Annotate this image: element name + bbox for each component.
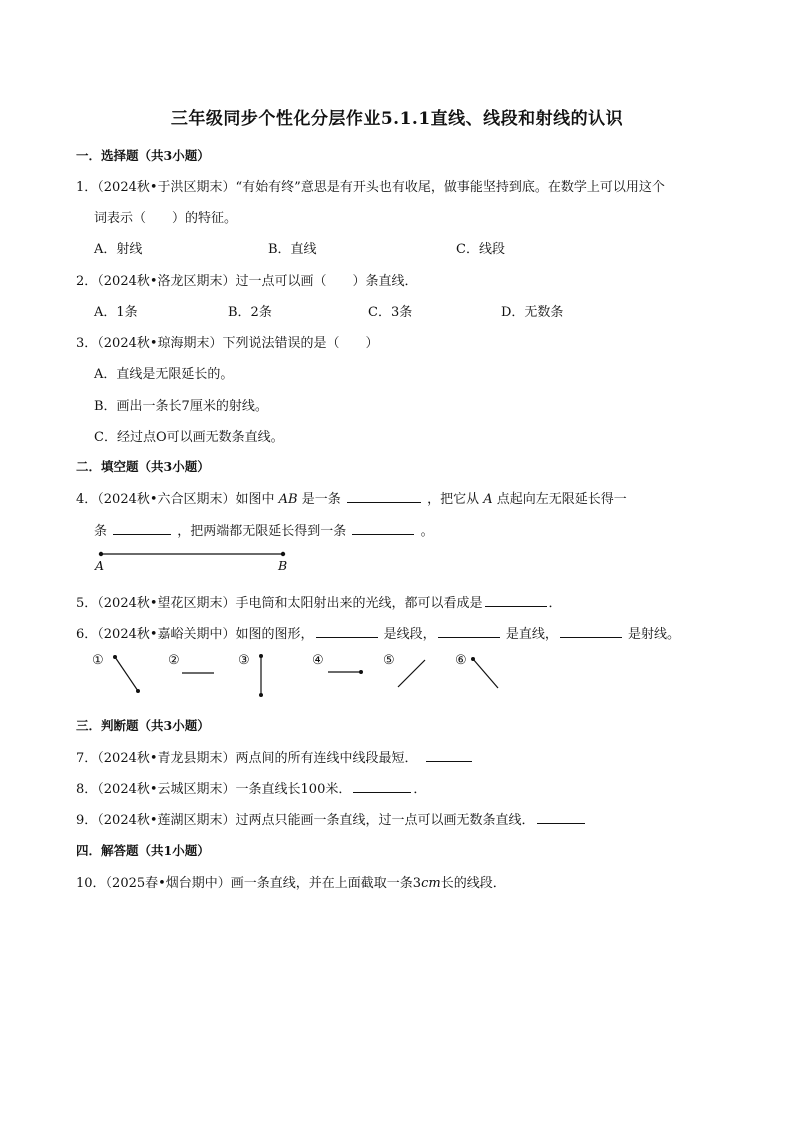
question-1-option-b: B．直线 — [268, 242, 317, 257]
q4-text-d: 点起向左无限延长得一 — [496, 492, 627, 507]
q6-text-3: 是直线， — [505, 627, 558, 642]
q7-text: 7．（2024秋•青龙县期末）两点间的所有连线中线段最短． — [76, 751, 418, 766]
figure-number-4: ④ — [312, 653, 324, 668]
q4-text-c: ，把它从 — [427, 492, 480, 507]
q4-text-e: 条 — [94, 524, 108, 539]
q8-blank[interactable] — [353, 791, 411, 793]
segment-ab-figure — [99, 552, 285, 556]
q4-var-a: A — [483, 492, 493, 507]
question-3-option-a: A．直线是无限延长的。 — [94, 367, 234, 382]
section-heading-choice: 一．选择题（共3小题） — [76, 148, 210, 163]
figure-1-segment — [113, 655, 140, 693]
q4-text-b: 是一条 — [301, 492, 341, 507]
figure-number-3: ③ — [238, 653, 250, 668]
question-1-option-a: A．射线 — [94, 242, 143, 257]
q8-end: ． — [413, 782, 427, 797]
q6-blank-1[interactable] — [316, 636, 378, 638]
q9-blank[interactable] — [537, 822, 585, 824]
question-6 — [76, 623, 680, 642]
q4-text-g: 。 — [420, 524, 434, 539]
q5-text: 5．（2024秋•望花区期末）手电筒和太阳射出来的光线，都可以看成是 — [76, 596, 483, 611]
page-title: 三年级同步个性化分层作业5.1.1直线、线段和射线的认识 — [170, 109, 624, 129]
q6-text-4: 是射线。 — [627, 627, 680, 642]
q10-unit: cm — [421, 876, 441, 891]
q4-text-a: 4．（2024秋•六合区期末）如图中 — [76, 492, 275, 507]
q8-text: 8．（2024秋•云城区期末）一条直线长100米． — [76, 782, 352, 797]
q6-text-2: 是线段， — [383, 627, 436, 642]
question-5 — [76, 592, 562, 611]
figure-6-ray — [471, 657, 498, 688]
q6-text-1: 6．（2024秋•嘉峪关期中）如图的图形， — [76, 627, 314, 642]
figure-number-6: ⑥ — [455, 653, 467, 668]
question-2-option-d: D．无数条 — [501, 305, 564, 320]
question-9 — [76, 809, 587, 828]
question-1-line2: 词表示（ ）的特征。 — [94, 211, 238, 226]
question-3-option-b: B．画出一条长7厘米的射线。 — [94, 399, 268, 414]
q6-blank-2[interactable] — [438, 636, 500, 638]
question-1-line1: 1．（2024秋•于洪区期末）“有始有终”意思是有开头也有收尾，做事能坚持到底。在数学上可以用这个 — [76, 180, 665, 195]
figure-5-line — [398, 660, 425, 687]
q5-blank[interactable] — [485, 605, 547, 607]
q5-end: ． — [548, 596, 562, 611]
figure-number-5: ⑤ — [383, 653, 395, 668]
q4-text-f: ，把两端都无限延长得到一条 — [177, 524, 347, 539]
q9-text: 9．（2024秋•莲湖区期末）过两点只能画一条直线，过一点可以画无数条直线． — [76, 813, 535, 828]
question-8 — [76, 778, 426, 797]
question-3-option-c: C．经过点O可以画无数条直线。 — [94, 430, 284, 445]
q10-text-b: 长的线段． — [440, 876, 506, 891]
point-label-a: A — [95, 558, 105, 573]
question-2-option-a: A．1条 — [94, 305, 138, 320]
question-3: 3．（2024秋•琼海期末）下列说法错误的是（ ） — [76, 336, 379, 351]
q6-blank-3[interactable] — [560, 636, 622, 638]
q10-text-a: 10．（2025春•烟台期中）画一条直线，并在上面截取一条3 — [76, 876, 422, 891]
q4-var-ab: AB — [278, 492, 298, 507]
figure-number-2: ② — [168, 653, 180, 668]
figure-4-ray — [328, 670, 363, 674]
question-2-option-c: C．3条 — [368, 305, 413, 320]
q7-blank[interactable] — [426, 760, 472, 762]
question-7 — [76, 747, 474, 766]
point-label-b: B — [278, 558, 288, 573]
section-heading-answer: 四．解答题（共1小题） — [76, 843, 210, 858]
question-10 — [76, 872, 506, 891]
question-2: 2．（2024秋•洛龙区期末）过一点可以画（ ）条直线． — [76, 274, 418, 289]
question-2-option-b: B．2条 — [228, 305, 272, 320]
section-heading-judge: 三．判断题（共3小题） — [76, 718, 210, 733]
figure-3-segment — [259, 654, 263, 697]
figure-number-1: ① — [92, 653, 104, 668]
question-1-option-c: C．线段 — [456, 242, 505, 257]
section-heading-fill: 二．填空题（共3小题） — [76, 459, 210, 474]
